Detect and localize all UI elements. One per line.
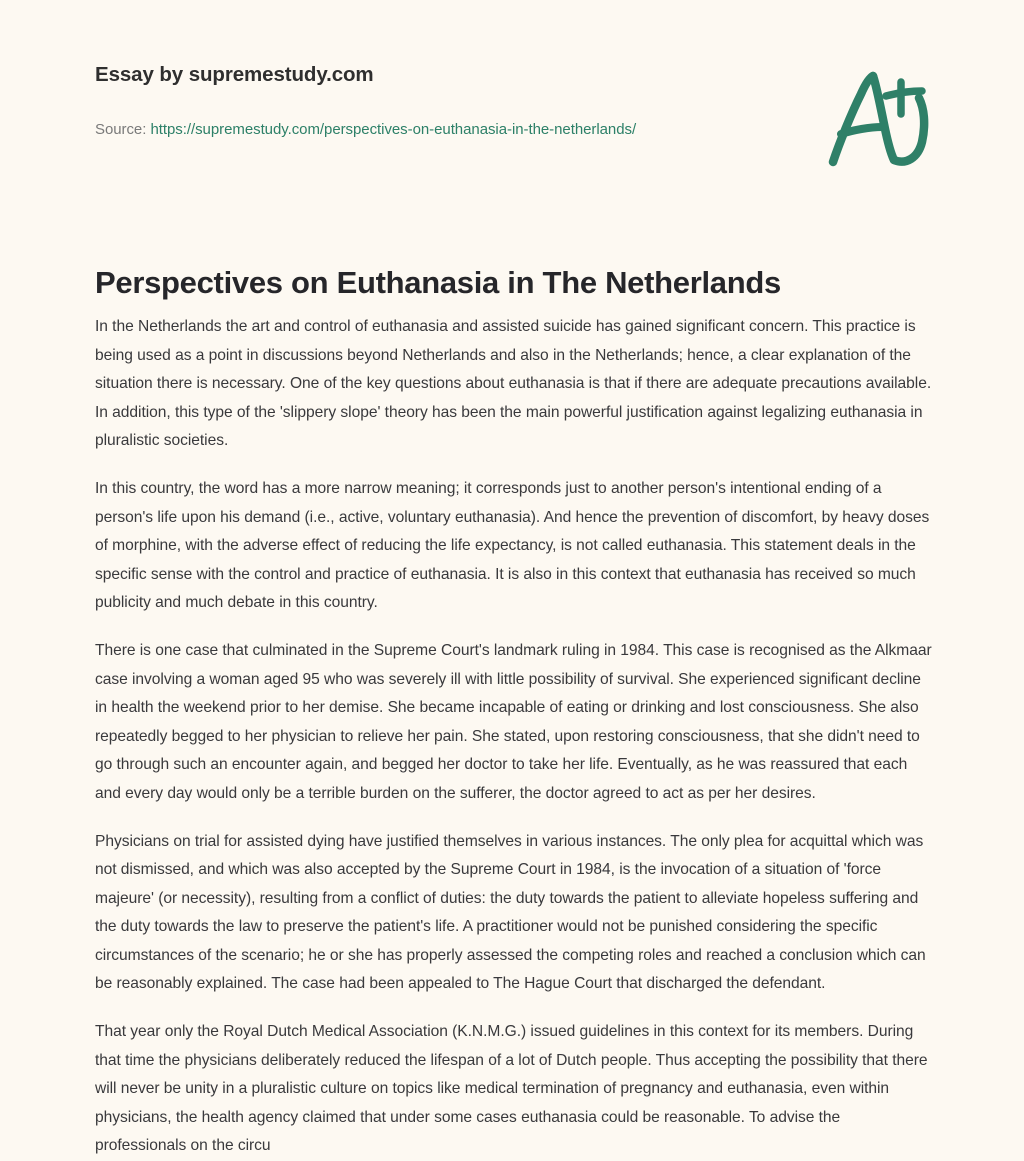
source-line xyxy=(95,121,636,138)
page-header xyxy=(0,0,1024,200)
source-url-link[interactable]: https://supremestudy.com/perspectives-on-euthanasia-in-the-netherlands/ xyxy=(150,121,637,138)
a-plus-logo[interactable] xyxy=(818,66,940,170)
source-label: Source: xyxy=(95,121,147,138)
article-paragraph: There is one case that culminated in the Supreme Court's landmark ruling in 1984. This case is recognised as the Alkmaar case involving a woman aged 95 who was severely ill with little possibility of survival. She experienced significant decline in health the weekend prior to her demise. She became incapable of eating or drinking and lost consciousness. She also repeatedly begged to her physician to relieve her pain. She stated, upon restoring consciousness, that she didn't need to go through such an encounter again, and begged her doctor to take her life. Eventually, as he was reassured that each and every day would only be a terrible burden on the sufferer, the doctor agreed to act as per her desires. xyxy=(95,641,932,802)
article-paragraph: In this country, the word has a more narrow meaning; it corresponds just to another person's intentional ending of a person's life upon his demand (i.e., active, voluntary euthanasia). And hence the prevention of discomfort, by heavy doses of morphine, with the adverse effect of reducing the life expectancy, is not called euthanasia. This statement deals in the specific sense with the control and practice of euthanasia. It is also in this context that euthanasia has received so much publicity and much debate in this country. xyxy=(95,479,930,612)
article-paragraph: That year only the Royal Dutch Medical Association (K.N.M.G.) issued guidelines in this context for its members. During that time the physicians deliberately reduced the lifespan of a lot of Dutch people. Thus accepting the possibility that there will never be unity in a pluralistic culture on topics like medical termination of pregnancy and euthanasia, even within physicians, the health agency claimed that under some cases euthanasia could be reasonable. To advise the professionals on the circu xyxy=(95,1023,928,1155)
article-paragraph: In the Netherlands the art and control of euthanasia and assisted suicide has gained significant concern. This practice is being used as a point in discussions beyond Netherlands and also in the Netherlands; hence, a clear explanation of the situation there is necessary. One of the key questions about euthanasia is that if there are adequate precautions available. In addition, this type of the 'slippery slope' theory has been the main powerful justification against legalizing euthanasia in pluralistic societies. xyxy=(95,318,932,450)
essay-byline: Essay by supremestudy.com xyxy=(95,63,374,86)
article-body xyxy=(95,313,933,1161)
a-plus-logo-icon xyxy=(818,66,940,170)
article-paragraph: Physicians on trial for assisted dying have justified themselves in various instances. The only plea for acquittal which was not dismissed, and which was also accepted by the Supreme Court in 1984, is the invocation of a situation of 'force majeure' (or necessity), resulting from a conflict of duties: the duty towards the patient to alleviate hopeless suffering and the duty towards the law to preserve the patient's life. A practitioner would not be punished considering the specific circumstances of the scenario; he or she has properly assessed the competing roles and reached a conclusion which can be reasonably explained. The case had been appealed to The Hague Court that discharged the defendant. xyxy=(95,832,926,993)
page-title: Perspectives on Euthanasia in The Netherlands xyxy=(95,264,781,300)
